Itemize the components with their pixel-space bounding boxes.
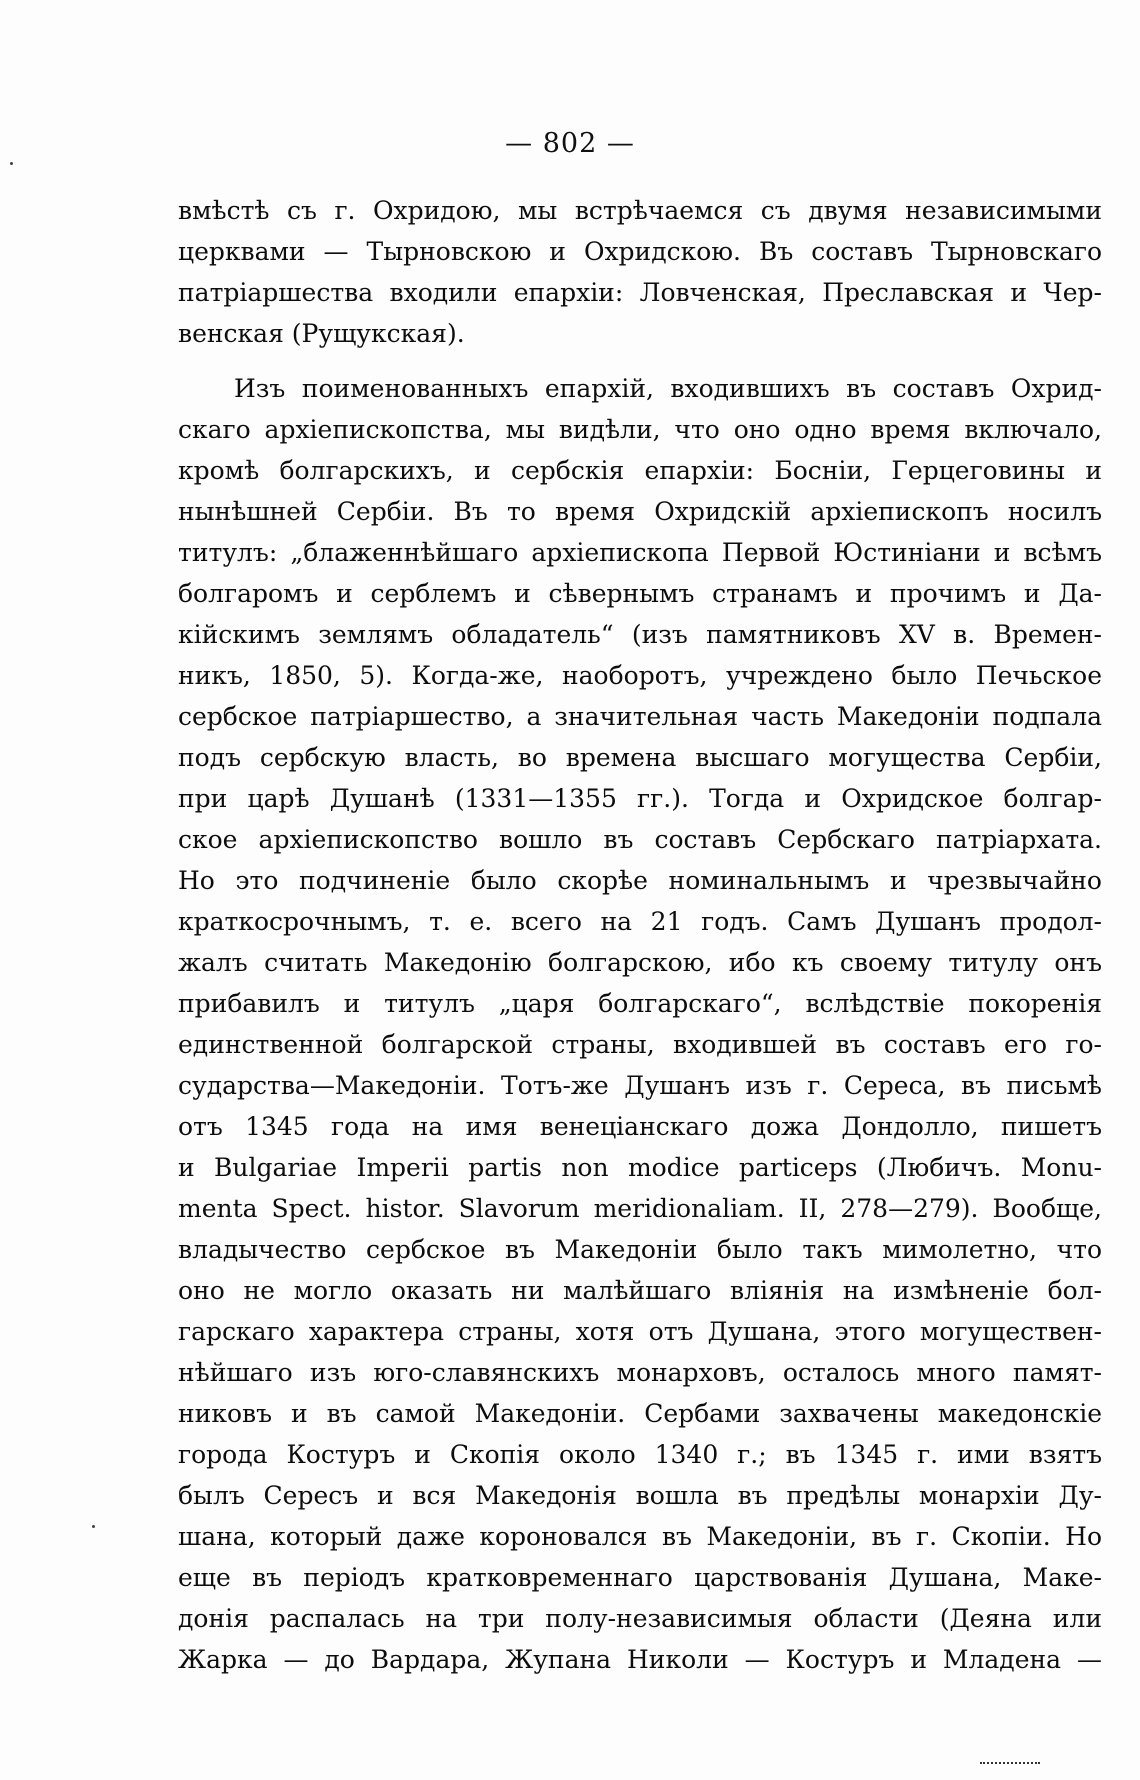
text-line: вмѣстѣ съ г. Охридою, мы встрѣчаемся съ двумя независимыми	[178, 196, 1102, 225]
text-line: владычество сербское въ Македоніи было такъ мимолетно, что	[178, 1235, 1102, 1264]
text-line: сербское патріаршество, а значительная часть Македоніи подпала	[178, 702, 1102, 731]
text-line: венская (Рущукская).	[178, 319, 465, 348]
text-line: гарскаго характера страны, хотя отъ Душана, этого могуществен-	[178, 1317, 1102, 1346]
text-line: сударства—Македоніи. Тотъ-же Душанъ изъ г. Сереса, въ письмѣ	[178, 1071, 1102, 1100]
text-line: Но это подчиненіе было скорѣе номинальнымъ и чрезвычайно	[178, 866, 1102, 895]
text-line: скаго архіепископства, мы видѣли, что оно одно время включало,	[178, 415, 1102, 444]
text-line: краткосрочнымъ, т. е. всего на 21 годъ. Самъ Душанъ продол-	[178, 907, 1102, 936]
text-line: menta Spect. histor. Slavorum meridionaliam. II, 278—279). Вообще,	[178, 1194, 1102, 1223]
body-text	[178, 190, 1102, 1680]
text-line: оно не могло оказать ни малѣйшаго вліянія на измѣненіе бол-	[178, 1276, 1102, 1305]
text-line: ское архіепископство вошло въ составъ Сербскаго патріархата.	[178, 825, 1102, 854]
text-line: еще въ періодъ кратковременнаго царствованія Душана, Маке-	[178, 1563, 1102, 1592]
text-line: Изъ поименованныхъ епархій, входившихъ въ составъ Охрид-	[234, 374, 1102, 403]
text-line: былъ Сересъ и вся Македонія вошла въ предѣлы монархіи Ду-	[178, 1481, 1102, 1510]
text-line: никовъ и въ самой Македоніи. Сербами захвачены македонскіе	[178, 1399, 1102, 1428]
text-line: при царѣ Душанѣ (1331—1355 гг.). Тогда и Охридское болгар-	[178, 784, 1102, 813]
text-line: нынѣшней Сербіи. Въ то время Охридскій архіепископъ носилъ	[178, 497, 1102, 526]
text-line: никъ, 1850, 5). Когда-же, наоборотъ, учреждено было Печьское	[178, 661, 1102, 690]
text-line: кромѣ болгарскихъ, и сербскія епархіи: Босніи, Герцеговины и	[178, 456, 1102, 485]
text-line: единственной болгарской страны, входившей въ составъ его го-	[178, 1030, 1102, 1059]
text-line: патріаршества входили епархіи: Ловченская, Преславская и Чер-	[178, 278, 1102, 307]
text-line: титулъ: „блаженнѣйшаго архіепископа Первой Юстиніани и всѣмъ	[178, 538, 1102, 567]
page-number: — 802 —	[505, 128, 635, 159]
text-line: отъ 1345 года на имя венеціанскаго дожа Дондолло, пишетъ	[178, 1112, 1102, 1141]
text-line: прибавилъ и титулъ „царя болгарскаго“, вслѣдствіе покоренія	[178, 989, 1102, 1018]
text-line: Жарка — до Вардара, Жупана Николи — Костуръ и Младена —	[178, 1645, 1102, 1674]
margin-speck	[10, 162, 13, 165]
text-line: кійскимъ землямъ обладатель“ (изъ памятниковъ XV в. Времен-	[178, 620, 1102, 649]
paragraph-gap	[178, 354, 1102, 368]
text-line: города Костуръ и Скопія около 1340 г.; въ 1345 г. ими взятъ	[178, 1440, 1102, 1469]
text-line: церквами — Тырновскою и Охридскою. Въ составъ Тырновскаго	[178, 237, 1102, 266]
text-line: жалъ считать Македонію болгарскою, ибо къ своему титулу онъ	[178, 948, 1102, 977]
page-bottom-marks	[980, 1762, 1040, 1768]
text-line: донія распалась на три полу-независимыя области (Деяна или	[178, 1604, 1102, 1633]
text-line: подъ сербскую власть, во времена высшаго могущества Сербіи,	[178, 743, 1102, 772]
margin-speck	[92, 1525, 95, 1528]
text-line: и Bulgariae Imperii partis non modice particeps (Любичъ. Monu-	[178, 1153, 1102, 1182]
text-line: нѣйшаго изъ юго-славянскихъ монарховъ, осталось много памят-	[178, 1358, 1102, 1387]
text-line: шана, который даже короновался въ Македоніи, въ г. Скопіи. Но	[178, 1522, 1102, 1551]
text-line: болгаромъ и серблемъ и сѣвернымъ странамъ и прочимъ и Да-	[178, 579, 1102, 608]
